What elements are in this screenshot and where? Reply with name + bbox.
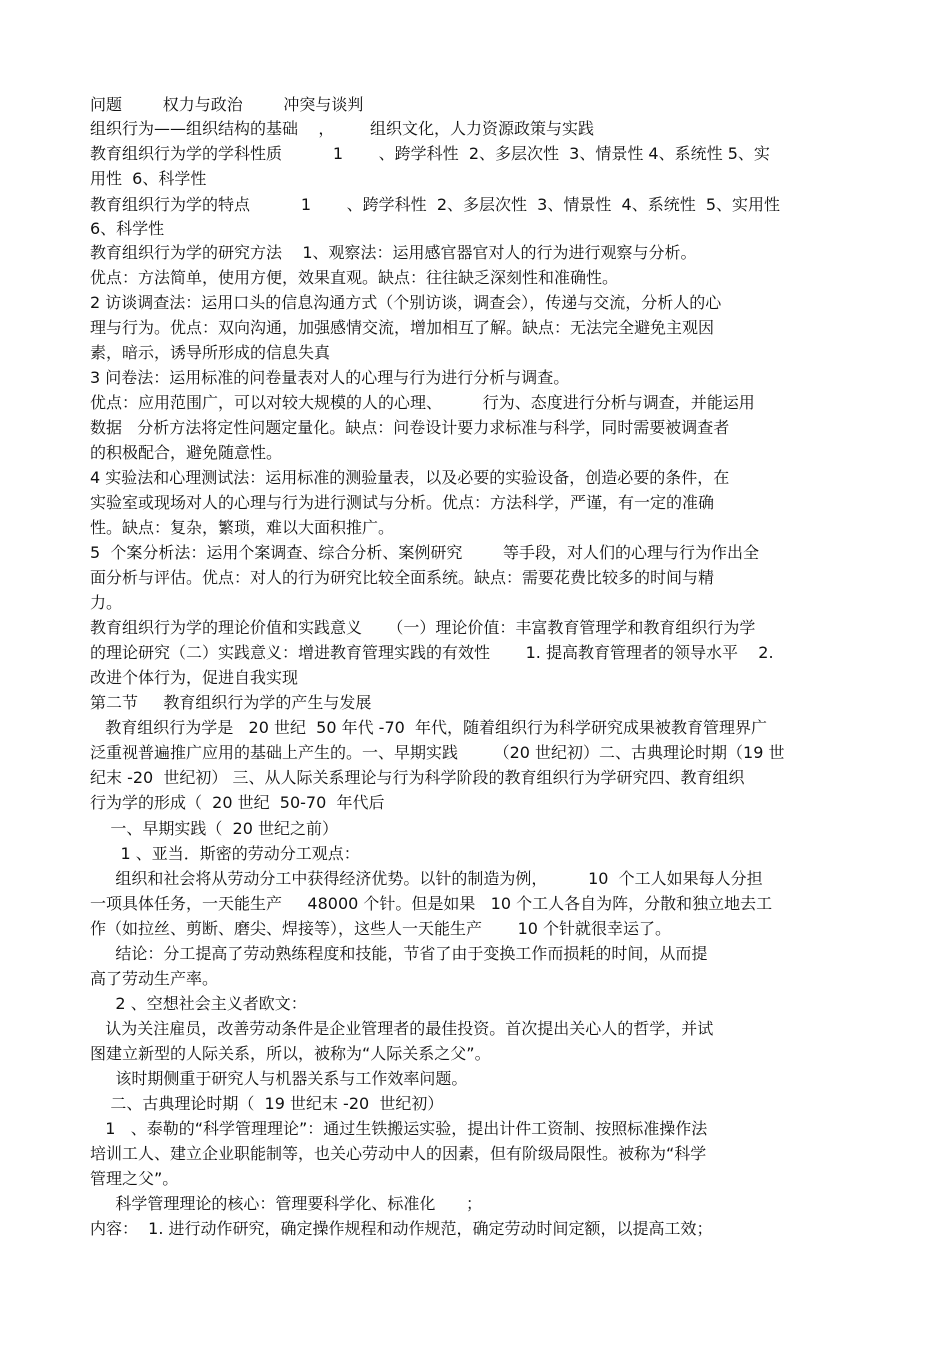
text-line: 的理论研究（二）实践意义：增进教育管理实践的有效性 1. 提高教育管理者的领导水平 2. (90, 643, 774, 662)
text-line: 图建立新型的人际关系，所以，被称为“人际关系之父”。 (90, 1044, 491, 1063)
text-line: 教育组织行为学的特点 1 、跨学科性 2、多层次性 3、情景性 4、系统性 5、实用性 (90, 195, 781, 214)
text-line: 结论：分工提高了劳动熟练程度和技能，节省了由于变换工作而损耗的时间，从而提 (90, 944, 708, 963)
text-line: 用性 6、科学性 (90, 169, 207, 188)
text-line: 教育组织行为学是 20 世纪 50 年代 -70 年代，随着组织行为科学研究成果被教育管理界广 (90, 718, 767, 737)
text-line: 性。缺点：复杂，繁琐，难以大面积推广。 (90, 518, 395, 537)
text-line: 2 访谈调查法：运用口头的信息沟通方式（个别访谈，调查会），传递与交流，分析人的心 (90, 293, 722, 312)
text-line: 的积极配合，避免随意性。 (90, 443, 283, 462)
text-line: 1 、泰勒的“科学管理理论”：通过生铁搬运实验，提出计件工资制、按照标准操作法 (90, 1119, 708, 1138)
text-line: 一项具体任务，一天能生产 48000 个针。但是如果 10 个工人各自为阵，分散和独立地去工 (90, 894, 773, 913)
text-line: 2 、空想社会主义者欧文： (90, 994, 307, 1013)
text-line: 实验室或现场对人的心理与行为进行测试与分析。优点：方法科学，严谨，有一定的准确 (90, 493, 715, 512)
text-line: 高了劳动生产率。 (90, 969, 219, 988)
text-line: 一、早期实践（ 20 世纪之前） (90, 819, 338, 838)
text-line: 内容： 1. 进行动作研究，确定操作规程和动作规范，确定劳动时间定额，以提高工效； (90, 1219, 713, 1238)
text-line: 行为学的形成（ 20 世纪 50-70 年代后 (90, 793, 385, 812)
text-line: 1 、亚当．斯密的劳动分工观点： (90, 844, 360, 863)
text-line: 培训工人、建立企业职能制等，也关心劳动中人的因素，但有阶级局限性。被称为“科学 (90, 1144, 707, 1163)
text-line: 教育组织行为学的理论价值和实践意义 （一）理论价值：丰富教育管理学和教育组织行为学 (90, 618, 756, 637)
text-line: 面分析与评估。优点：对人的行为研究比较全面系统。缺点：需要花费比较多的时间与精 (90, 568, 715, 587)
text-line: 优点：方法简单，使用方便，效果直观。缺点：往往缺乏深刻性和准确性。 (90, 268, 619, 287)
text-line: 教育组织行为学的学科性质 1 、跨学科性 2、多层次性 3、情景性 4、系统性 5、实 (90, 144, 770, 163)
text-line: 作（如拉丝、剪断、磨尖、焊接等），这些人一天能生产 10 个针就很幸运了。 (90, 919, 672, 938)
text-line: 二、古典理论时期（ 19 世纪末 -20 世纪初） (90, 1094, 444, 1113)
text-line: 素，暗示，诱导所形成的信息失真 (90, 343, 331, 362)
text-line: 4 实验法和心理测试法：运用标准的测验量表，以及必要的实验设备，创造必要的条件，在 (90, 468, 730, 487)
text-line: 数据 分析方法将定性问题定量化。缺点：问卷设计要力求标准与科学，同时需要被调查者 (90, 418, 730, 437)
text-line: 组织行为——组织结构的基础 ， 组织文化，人力资源政策与实践 (90, 119, 594, 138)
text-line: 认为关注雇员，改善劳动条件是企业管理者的最佳投资。首次提出关心人的哲学，并试 (90, 1019, 714, 1038)
text-line: 改进个体行为，促进自我实现 (90, 668, 299, 687)
text-line: 管理之父”。 (90, 1169, 179, 1188)
text-line: 问题 权力与政治 冲突与谈判 (90, 95, 364, 114)
text-line: 力。 (90, 593, 123, 612)
text-line: 该时期侧重于研究人与机器关系与工作效率问题。 (90, 1069, 468, 1088)
text-line: 纪末 -20 世纪初） 三、从人际关系理论与行为科学阶段的教育组织行为学研究四、教育组织 (90, 768, 745, 787)
text-line: 组织和社会将从劳动分工中获得经济优势。以针的制造为例， 10 个工人如果每人分担 (90, 869, 763, 888)
text-line: 教育组织行为学的研究方法 1、观察法：运用感官器官对人的行为进行观察与分析。 (90, 243, 697, 262)
text-line: 理与行为。优点：双向沟通，加强感情交流，增加相互了解。缺点：无法完全避免主观因 (90, 318, 715, 337)
text-line: 泛重视普遍推广应用的基础上产生的。一、早期实践 （20 世纪初）二、古典理论时期（19 世 (90, 743, 785, 762)
text-line: 3 问卷法：运用标准的问卷量表对人的心理与行为进行分析与调查。 (90, 368, 570, 387)
section-heading: 第二节 教育组织行为学的产生与发展 (90, 693, 372, 712)
text-line: 优点：应用范围广，可以对较大规模的人的心理、 行为、态度进行分析与调查，并能运用 (90, 393, 755, 412)
text-line: 科学管理理论的核心：管理要科学化、标准化 ； (90, 1194, 482, 1213)
text-line: 6、科学性 (90, 219, 165, 238)
text-line: 5 个案分析法：运用个案调查、综合分析、案例研究 等手段，对人们的心理与行为作出全 (90, 543, 760, 562)
